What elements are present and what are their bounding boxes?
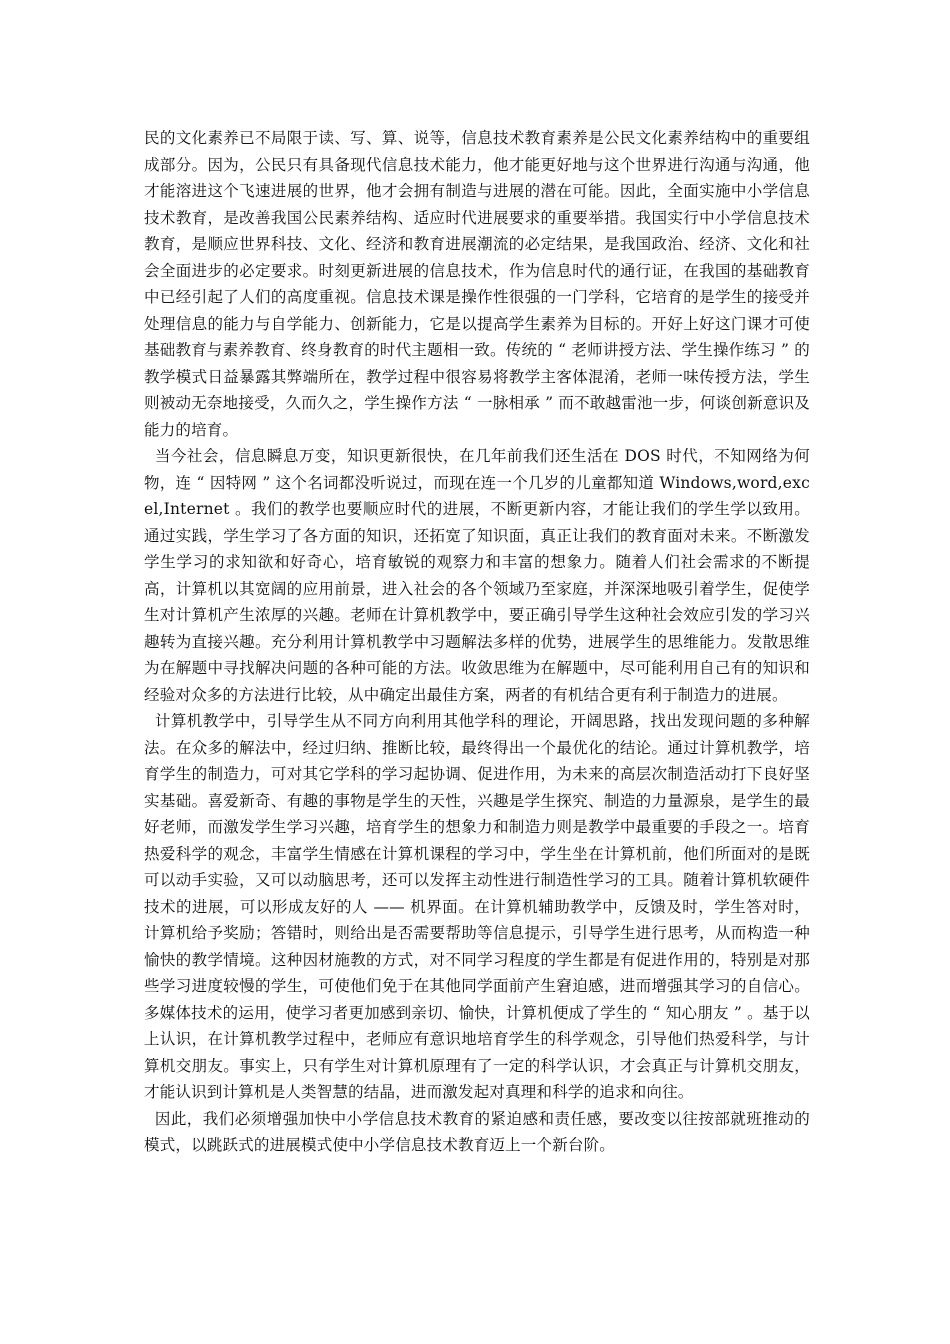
paragraph-4: 因此，我们必须增强加快中小学信息技术教育的紧迫感和责任感，要改变以往按部就班推动的模式，以跳跃式的进展模式使中小学信息技术教育迈上一个新台阶。 [144,1109,810,1154]
paragraph-2: 当今社会，信息瞬息万变，知识更新很快，在几年前我们还生活在 DOS 时代，不知网络为何物，连 “ 因特网 ” 这个名词都没听说过，而现在连一个几岁的儿童都知道 Windows,word,excel,Internet 。我们的教学也要顺应时代的进展，不断更新内容，才能让我们的学生学以致用。通过实践，学生学习了各方面的知识，还拓宽了知识面，真正让我们的教育面对未来。不断激发学生学习的求知欲和好奇心，培育敏锐的观察力和丰富的想象力。随着人们社会需求的不断提高，计算机以其宽阔的应用前景，进入社会的各个领域乃至家庭，并深深地吸引着学生，促使学生对计算机产生浓厚的兴趣。老师在计算机教学中，要正确引导学生这种社会效应引发的学习兴趣转为直接兴趣。充分利用计算机教学中习题解法多样的优势，进展学生的思维能力。发散思维为在解题中寻找解决问题的各种可能的方法。收敛思维为在解题中，尽可能利用自己有的知识和经验对众多的方法进行比较，从中确定出最佳方案，两者的有机结合更有利于制造力的进展。 [144,447,810,704]
paragraph-3: 计算机教学中，引导学生从不同方向利用其他学科的理论，开阔思路，找出发现问题的多种解法。在众多的解法中，经过归纳、推断比较，最终得出一个最优化的结论。通过计算机教学，培育学生的制造力，可对其它学科的学习起协调、促进作用，为未来的高层次制造活动打下良好坚实基础。喜爱新奇、有趣的事物是学生的天性，兴趣是学生探究、制造的力量源泉，是学生的最好老师，而激发学生学习兴趣，培育学生的想象力和制造力则是教学中最重要的手段之一。培育热爱科学的观念，丰富学生情感在计算机课程的学习中，学生坐在计算机前，他们所面对的是既可以动手实验，又可以动脑思考，还可以发挥主动性进行制造性学习的工具。随着计算机软硬件技术的进展，可以形成友好的人 —— 机界面。在计算机辅助教学中，反馈及时，学生答对时，计算机给予奖励；答错时，则给出是否需要帮助等信息提示，引导学生进行思考，从而构造一种愉快的教学情境。这种因材施教的方式，对不同学习程度的学生都是有促进作用的，特别是对那些学习进度较慢的学生，可使他们免于在其他同学面前产生窘迫感，进而增强其学习的自信心。多媒体技术的运用，使学习者更加感到亲切、愉快，计算机便成了学生的 “ 知心朋友 ” 。基于以上认识，在计算机教学过程中，老师应有意识地培育学生的科学观念，引导他们热爱科学，与计算机交朋友。事实上，只有学生对计算机原理有了一定的科学认识，才会真正与计算机交朋友，才能认识到计算机是人类智慧的结晶，进而激发起对真理和科学的追求和向往。 [144,712,810,1101]
paragraph-1: 民的文化素养已不局限于读、写、算、说等，信息技术教育素养是公民文化素养结构中的重要组成部分。因为，公民只有具备现代信息技术能力，他才能更好地与这个世界进行沟通与沟通，他才能溶进这个飞速进展的世界，他才会拥有制造与进展的潜在可能。因此，全面实施中小学信息技术教育，是改善我国公民素养结构、适应时代进展要求的重要举措。我国实行中小学信息技术教育，是顺应世界科技、文化、经济和教育进展潮流的必定结果，是我国政治、经济、文化和社会全面进步的必定要求。时刻更新进展的信息技术，作为信息时代的通行证，在我国的基础教育中已经引起了人们的高度重视。信息技术课是操作性很强的一门学科，它培育的是学生的接受并处理信息的能力与自学能力、创新能力，它是以提高学生素养为目标的。开好上好这门课才可使基础教育与素养教育、终身教育的时代主题相一致。传统的 “ 老师讲授方法、学生操作练习 ” 的教学模式日益暴露其弊端所在，教学过程中很容易将教学主客体混淆，老师一味传授方法，学生则被动无奈地接受，久而久之，学生操作方法 “ 一脉相承 ” 而不敢越雷池一步，何谈创新意识及能力的培育。 [144,129,810,439]
document-body [144,125,810,1159]
